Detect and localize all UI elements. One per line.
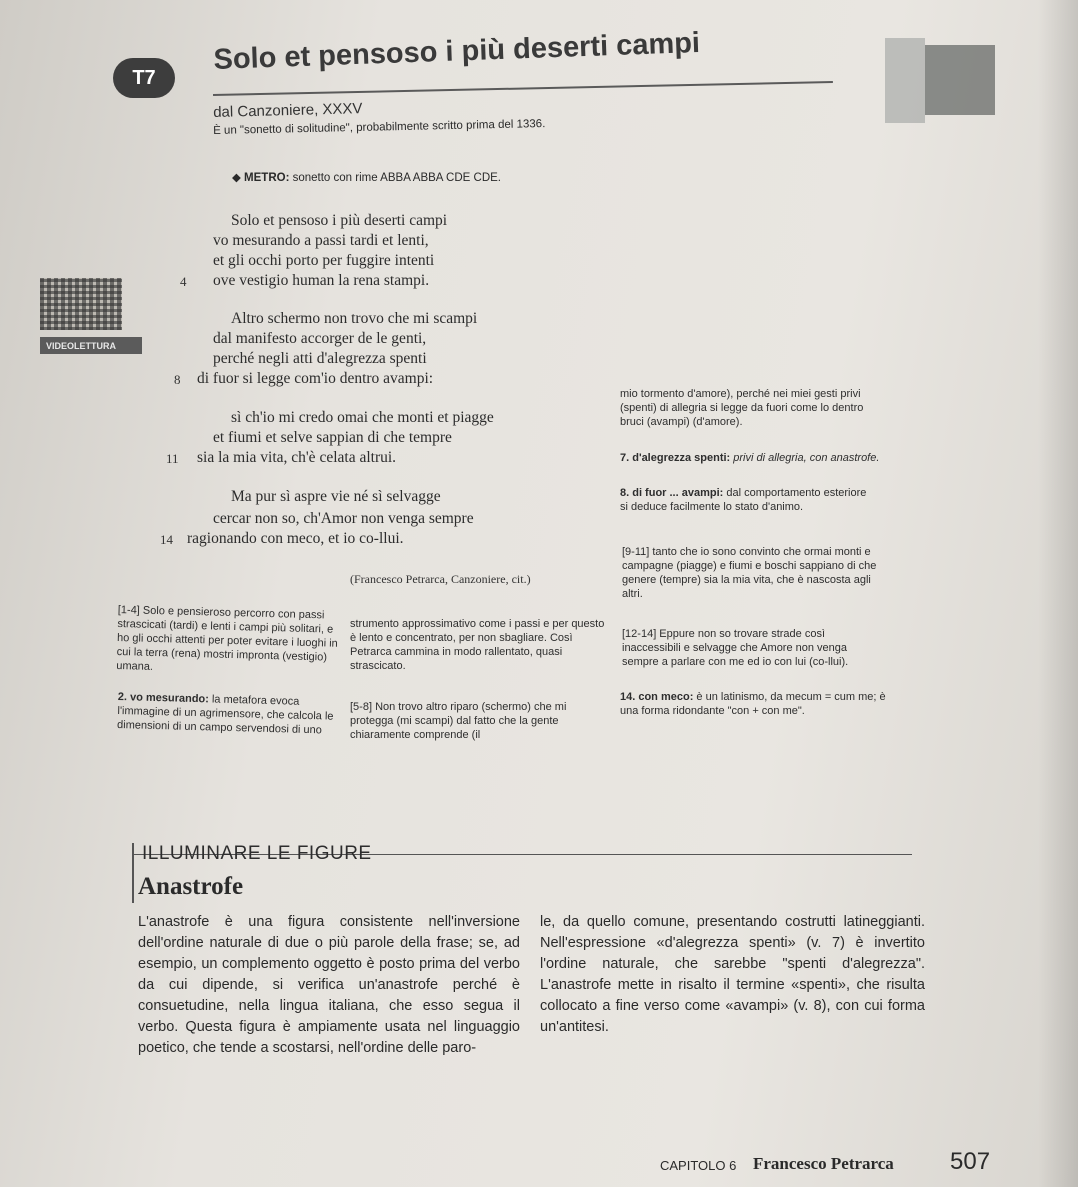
poem-line: sia la mia vita, ch'è celata altrui. xyxy=(197,449,397,466)
poem-source: dal Canzoniere, XXXV xyxy=(213,100,363,121)
poem-title: Solo et pensoso i più deserti campi xyxy=(213,27,701,76)
text-number-badge: T7 xyxy=(113,58,175,98)
corner-tab xyxy=(925,45,995,115)
poem-line: ove vestigio human la rena stampi. xyxy=(213,272,430,289)
line-number: 11 xyxy=(166,451,179,466)
section-heading: ILLUMINARE LE FIGURE xyxy=(142,843,372,864)
poem-line: di fuor si legge com'io dentro avampi: xyxy=(197,370,434,387)
note-left-1b xyxy=(117,690,343,738)
poem-citation: (Francesco Petrarca, Canzoniere, cit.) xyxy=(350,572,531,586)
poem-line: Ma pur sì aspre vie né sì selvagge xyxy=(231,488,441,505)
figure-title: Anastrofe xyxy=(138,873,244,900)
poem-line: Solo et pensoso i più deserti campi xyxy=(231,212,448,229)
chapter-label: CAPITOLO 6 xyxy=(660,1158,737,1173)
poem-line: ragionando con meco, et io co-llui. xyxy=(187,530,404,547)
line-number: 4 xyxy=(180,274,187,289)
author-name: Francesco Petrarca xyxy=(753,1154,894,1173)
note-right-2 xyxy=(620,451,880,465)
note-label: 2. vo mesurando: xyxy=(117,690,210,706)
page-shadow xyxy=(1038,0,1078,1187)
poem-line: et fiumi et selve sappian di che tempre xyxy=(213,429,452,446)
poem-line: perché negli atti d'alegrezza spenti xyxy=(213,350,427,367)
poem-line: sì ch'io mi credo omai che monti et piagge xyxy=(231,409,494,426)
line-number: 8 xyxy=(174,372,181,387)
poem-line: et gli occhi porto per fuggire intenti xyxy=(213,252,435,269)
poem-line: vo mesurando a passi tardi et lenti, xyxy=(213,232,429,249)
note-right-1: mio tormento d'amore), perché nei miei gesti privi (spenti) di allegria si legge da fuori come lo dentro bruci (avampi) (d'amore). xyxy=(620,388,864,428)
note-text: è un latinismo, da mecum = cum me; è una forma ridondante "con + con me". xyxy=(620,691,886,717)
metre-info xyxy=(232,170,501,184)
note-text: privi di allegria, con anastrofe. xyxy=(733,452,880,464)
note-left-2: strumento approssimativo come i passi e per questo è lento e concentrato, per non sbagliare. Così Petrarca cammina in modo rallentato, quasi strascicato. xyxy=(350,618,605,672)
note-right-4: [9-11] tanto che io sono convinto che ormai monti e campagne (piagge) e fiumi e boschi sappiano di che genere (tempre) sia la mia vita, che è nascosta agli altri. xyxy=(622,546,877,600)
note-right-6 xyxy=(620,690,895,718)
body-column-1: L'anastrofe è una figura consistente nell'inversione dell'ordine naturale di due o più parole della frase; se, ad esempio, un complemento oggetto è posto prima del verbo da cui dipende, si verifica un'anastrofe perché è consuetudine, nella lingua italiana, che esso segua il verbo. Questa figura è ampiamente usata nel linguaggio poetico, che tende a scostarsi, nell'ordine delle paro- xyxy=(138,914,520,1056)
note-left-1: [1-4] Solo e pensieroso percorro con passi strascicati (tardi) e lenti i campi più solitari, e ho gli occhi attenti per poter evitare i luoghi in cui la terra (rena) mostri impronta (vestigio) umana. xyxy=(116,603,338,673)
poem-line: cercar non so, ch'Amor non venga sempre xyxy=(213,510,474,527)
poem-line: dal manifesto accorger de le genti, xyxy=(213,330,427,347)
note-right-3 xyxy=(620,486,875,514)
note-label: 7. d'alegrezza spenti: xyxy=(620,452,731,464)
title-underline xyxy=(213,81,833,96)
note-text: la metafora evoca l'immagine di un agrimensore, che calcola le dimensioni di un campo servendosi di uno xyxy=(116,693,334,737)
diamond-icon: ◆ xyxy=(232,172,245,184)
page-number: 507 xyxy=(950,1148,991,1175)
videolettura-label[interactable]: VIDEOLETTURA xyxy=(40,337,142,354)
note-label: 8. di fuor ... avampi: xyxy=(620,487,724,499)
note-label: 14. con meco: xyxy=(620,691,694,703)
page-edge-shadow xyxy=(885,38,925,123)
note-right-5: [12-14] Eppure non so trovare strade così inaccessibili e selvagge che Amore non venga sempre a parlare con me ed io con lui (co-llui). xyxy=(622,628,849,668)
qr-code-icon[interactable] xyxy=(40,278,122,330)
poem-intro: È un "sonetto di solitudine", probabilmente scritto prima del 1336. xyxy=(213,118,546,137)
note-left-2b: [5-8] Non trovo altro riparo (schermo) che mi protegga (mi scampi) dal fatto che la gente chiaramente comprende (il xyxy=(350,701,567,741)
section-rule xyxy=(132,843,134,903)
metre-label: METRO: xyxy=(244,172,290,184)
body-column-2: le, da quello comune, presentando costrutti latineggianti. Nell'espressione «d'alegrezza spenti» (v. 7) è invertito l'ordine naturale, che sarebbe "spenti d'alegrezza". L'anastrofe mette in risalto il termine «spenti», che risulta collocato a fine verso come «avampi» (v. 8), con cui forma un'antitesi. xyxy=(540,914,925,1035)
note-text: dal comportamento esteriore si deduce facilmente lo stato d'animo. xyxy=(620,487,867,513)
line-number: 14 xyxy=(160,532,173,547)
metre-text: sonetto con rime ABBA ABBA CDE CDE. xyxy=(292,172,501,184)
poem-line: Altro schermo non trovo che mi scampi xyxy=(231,310,478,327)
